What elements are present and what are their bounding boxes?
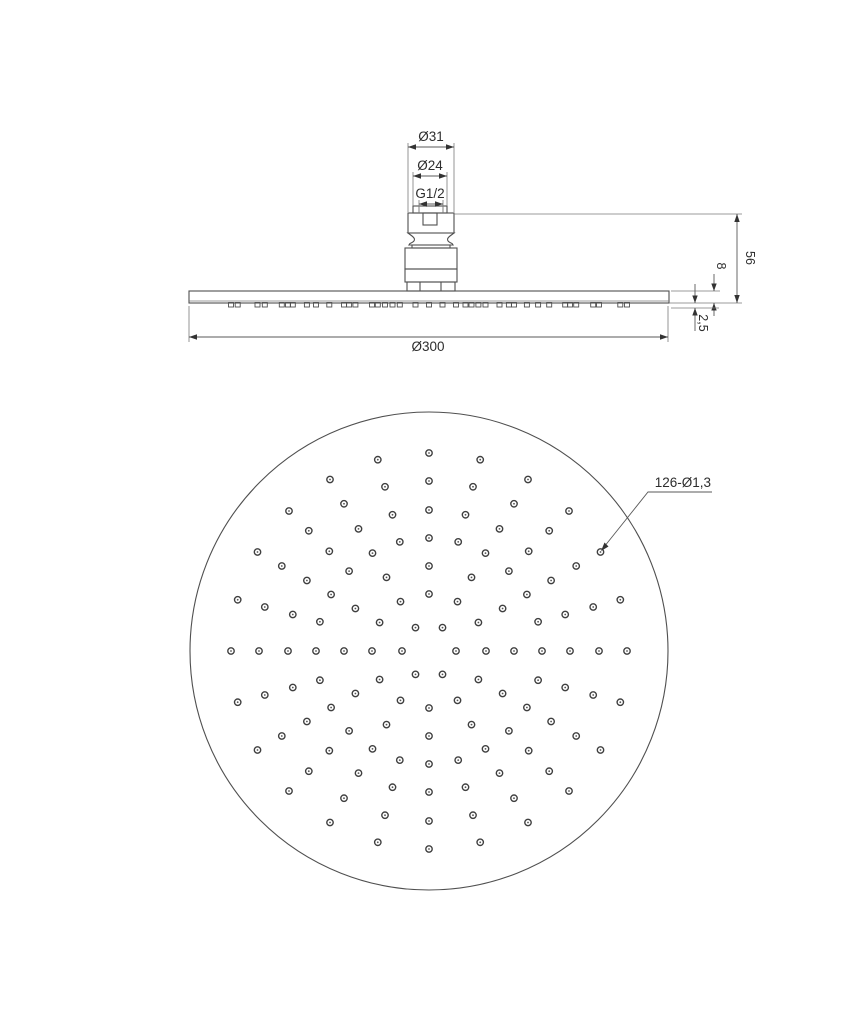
dim-plate-thickness-label: 8 <box>714 262 728 270</box>
nozzle-hole-center <box>308 770 310 772</box>
nozzle-hole-center <box>502 693 504 695</box>
nozzle-hole-center <box>399 759 401 761</box>
dim-nozzle-protrusion-label: 2,5 <box>696 314 710 332</box>
nozzle-hole-center <box>415 674 417 676</box>
nozzle-hole-center <box>550 580 552 582</box>
nozzle-hole-center <box>508 730 510 732</box>
nozzle-hole-center <box>392 514 394 516</box>
nozzle-hole-center <box>442 674 444 676</box>
nozzle-hole-center <box>471 577 473 579</box>
nozzle-hole-center <box>386 577 388 579</box>
nozzle-hole-center <box>264 694 266 696</box>
nozzle-hole-center <box>319 621 321 623</box>
nozzle-hole-center <box>329 822 331 824</box>
connector <box>405 206 457 291</box>
nozzle-hole-center <box>328 550 330 552</box>
nozzle-hole-center <box>428 565 430 567</box>
nozzle-hole-center <box>465 786 467 788</box>
arrowhead-left <box>413 173 421 178</box>
nozzle-hole-center <box>428 735 430 737</box>
nozzle-hole-center <box>428 509 430 511</box>
dim-dia31-label: Ø31 <box>418 129 444 144</box>
nozzle-hole-center <box>237 599 239 601</box>
nozzle-hole-center <box>384 486 386 488</box>
nozzle-hole-center <box>343 650 345 652</box>
arrowhead-right <box>439 173 447 178</box>
shower-plate <box>189 291 669 307</box>
nozzle-hole-center <box>527 822 529 824</box>
nozzle-hole-center <box>457 541 459 543</box>
nozzle-hole-center <box>548 530 550 532</box>
nozzle-hole-center <box>343 503 345 505</box>
nozzle-hole-center <box>592 606 594 608</box>
nozzle-hole-center <box>428 452 430 454</box>
nozzle-hole-center <box>306 721 308 723</box>
thread-tube <box>413 206 447 213</box>
nozzle-hole-center <box>377 841 379 843</box>
nozzle-hole-center <box>442 627 444 629</box>
arrowhead-top <box>734 214 739 222</box>
nozzle-hole-center <box>472 814 474 816</box>
arrowhead-left <box>189 334 197 339</box>
nozzle-hole-center <box>485 650 487 652</box>
nozzle-hole-center <box>526 594 528 596</box>
dim-height <box>454 214 757 303</box>
nozzle-hole-center <box>399 541 401 543</box>
nozzle-hole-center <box>264 606 266 608</box>
nozzle-hole-center <box>428 593 430 595</box>
nozzle-hole-center <box>292 687 294 689</box>
nozzle-hole-center <box>230 650 232 652</box>
nozzle-hole-center <box>401 650 403 652</box>
nozzle-hole-center <box>564 687 566 689</box>
nozzle-hole-center <box>528 550 530 552</box>
nozzle-hole-center <box>568 510 570 512</box>
nozzle-callout <box>601 475 712 551</box>
nozzle-hole-center <box>513 650 515 652</box>
nozzle-hole-center <box>472 486 474 488</box>
nozzle-hole-center <box>499 772 501 774</box>
arrowhead-down <box>692 296 697 304</box>
nozzle-hole-center <box>626 650 628 652</box>
arrowhead-bottom <box>734 295 739 303</box>
bottom-view <box>190 412 712 890</box>
nozzle-hole-center <box>392 786 394 788</box>
nozzle-hole-center <box>371 650 373 652</box>
nozzle-hole-center <box>415 627 417 629</box>
nozzle-hole-center <box>499 528 501 530</box>
connector-upper-block <box>408 213 454 233</box>
nozzle-hole-center <box>237 701 239 703</box>
nozzle-hole-center <box>455 650 457 652</box>
nozzle-hole-center <box>537 679 539 681</box>
nozzle-hole-center <box>428 480 430 482</box>
nozzle-hole-center <box>400 700 402 702</box>
nozzle-hole-center <box>257 551 259 553</box>
nozzle-hole-center <box>568 790 570 792</box>
nozzle-hole-center <box>348 730 350 732</box>
nozzle-hole-center <box>526 707 528 709</box>
nozzle-hole-center <box>513 797 515 799</box>
nozzle-hole-center <box>457 759 459 761</box>
nozzle-hole-center <box>428 763 430 765</box>
dim-height-label: 56 <box>743 251 757 265</box>
nozzle-hole-center <box>329 479 331 481</box>
nozzle-hole-center <box>575 735 577 737</box>
nozzle-hole-center <box>428 848 430 850</box>
nozzle-hole-center <box>379 622 381 624</box>
nozzle-hole-center <box>619 599 621 601</box>
nozzle-hole-center <box>619 701 621 703</box>
nozzle-hole-center <box>550 721 552 723</box>
dim-thread-label: G1/2 <box>415 186 445 201</box>
nozzle-hole-center <box>465 514 467 516</box>
side-view <box>189 129 757 354</box>
connector-cone <box>408 233 454 245</box>
nozzle-hole-center <box>600 551 602 553</box>
dim-thread <box>415 186 444 213</box>
arrowhead-left <box>408 144 416 149</box>
dim-diameter-label: Ø300 <box>411 339 445 354</box>
nozzle-hole-center <box>537 621 539 623</box>
nozzle-hole-center <box>569 650 571 652</box>
nozzle-hole-center <box>358 528 360 530</box>
nozzle-hole-center <box>288 510 290 512</box>
nozzle-holes <box>228 450 630 852</box>
nozzle-hole-center <box>379 679 381 681</box>
nozzle-hole-center <box>288 790 290 792</box>
nozzle-hole-center <box>287 650 289 652</box>
nozzle-hole-center <box>527 479 529 481</box>
nozzle-hole-center <box>478 622 480 624</box>
nozzle-hole-center <box>377 459 379 461</box>
nozzle-hole-center <box>319 679 321 681</box>
nozzle-hole-center <box>471 724 473 726</box>
nozzle-hole-center <box>355 693 357 695</box>
nozzle-hole-center <box>330 707 332 709</box>
leader-line <box>604 492 712 547</box>
nozzle-hole-center <box>348 570 350 572</box>
leader-arrowhead <box>601 543 609 552</box>
nozzle-hole-center <box>328 750 330 752</box>
nozzle-hole-center <box>502 608 504 610</box>
nozzle-hole-center <box>600 749 602 751</box>
nozzle-hole-center <box>457 601 459 603</box>
nozzle-hole-center <box>541 650 543 652</box>
nozzle-hole-center <box>400 601 402 603</box>
arrowhead-down <box>711 284 716 292</box>
nozzle-hole-center <box>384 814 386 816</box>
nozzle-hole-center <box>528 750 530 752</box>
nozzle-hole-center <box>485 748 487 750</box>
arrowhead-up <box>711 303 716 311</box>
nozzle-hole-center <box>457 700 459 702</box>
nozzle-hole-center <box>358 772 360 774</box>
nozzle-hole-center <box>428 820 430 822</box>
nozzle-hole-center <box>292 614 294 616</box>
nozzle-hole-center <box>428 537 430 539</box>
dim-diameter <box>189 306 668 354</box>
nozzle-hole-center <box>372 552 374 554</box>
nozzle-hole-center <box>548 770 550 772</box>
nozzle-hole-center <box>330 594 332 596</box>
nozzle-hole-center <box>372 748 374 750</box>
connector-body-upper <box>405 248 457 269</box>
nozzle-hole-center <box>575 565 577 567</box>
nozzle-hole-center <box>343 797 345 799</box>
nozzle-hole-center <box>479 841 481 843</box>
nozzle-hole-center <box>592 694 594 696</box>
nozzle-hole-center <box>308 530 310 532</box>
arrowhead-right <box>660 334 668 339</box>
dim-dia24-label: Ø24 <box>417 158 443 173</box>
nozzle-hole-center <box>355 608 357 610</box>
nozzle-hole-center <box>258 650 260 652</box>
nozzle-hole-center <box>513 503 515 505</box>
connector-notch <box>423 213 437 225</box>
connector-body-lower <box>405 269 457 282</box>
nozzle-hole-center <box>428 707 430 709</box>
nozzle-hole-center <box>281 565 283 567</box>
nozzle-hole-center <box>508 570 510 572</box>
nozzle-hole-center <box>386 724 388 726</box>
nozzle-hole-center <box>479 459 481 461</box>
nozzle-hole-center <box>564 614 566 616</box>
connector-base <box>407 282 455 291</box>
nozzle-hole-center <box>485 552 487 554</box>
nozzle-callout-label: 126-Ø1,3 <box>654 475 711 490</box>
nozzle-hole-center <box>315 650 317 652</box>
nozzle-hole-center <box>428 791 430 793</box>
nozzle-hole-center <box>306 580 308 582</box>
nozzle-hole-center <box>598 650 600 652</box>
nozzle-hole-center <box>281 735 283 737</box>
arrowhead-right <box>446 144 454 149</box>
nozzle-hole-center <box>478 679 480 681</box>
nozzle-hole-center <box>257 749 259 751</box>
